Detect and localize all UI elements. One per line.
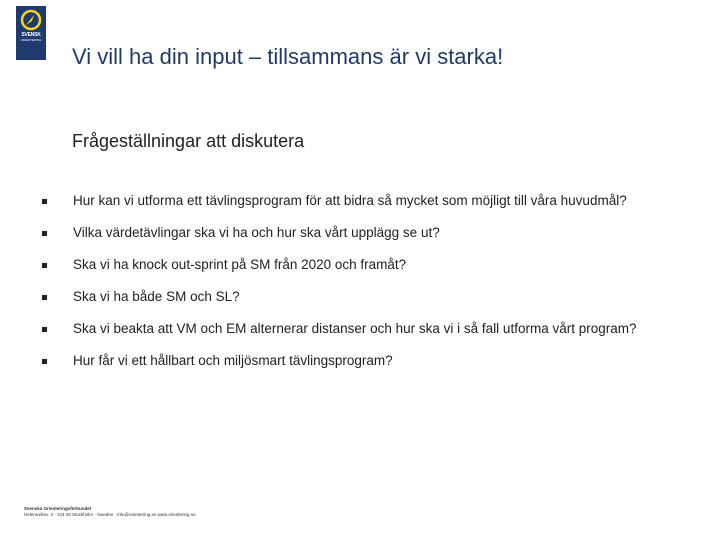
logo-text: SVENSK: [21, 32, 41, 38]
bullet-item: [0, 350, 720, 374]
bullet-item: [0, 222, 720, 246]
slide-title: Vi vill ha din input – tillsammans är vi starka!: [72, 44, 504, 69]
footer-org: Svenska Orienteringsförbundet: [24, 506, 92, 511]
bullet-item: [0, 286, 720, 310]
bullet-item: [0, 190, 720, 214]
bullet-text: Hur får vi ett hållbart och miljösmart tävlingsprogram?: [73, 353, 393, 368]
bullet-square-icon: [42, 263, 47, 268]
bullet-text: Ska vi ha knock out-sprint på SM från 2020 och framåt?: [73, 257, 407, 272]
bullet-square-icon: [42, 231, 47, 236]
compass-logo-icon: [20, 9, 42, 31]
footer: [24, 506, 196, 518]
bullet-item: [0, 318, 720, 342]
logo: [16, 6, 46, 60]
bullet-square-icon: [42, 199, 47, 204]
bullet-item: [0, 254, 720, 278]
logo-subtext: ORIENTERING: [20, 38, 42, 42]
bullet-text: Vilka värdetävlingar ska vi ha och hur ska vårt upplägg se ut?: [73, 225, 440, 240]
bullet-square-icon: [42, 327, 47, 332]
footer-address: Heleneviksv. 3 · 123 30 Stockholm · Sweden · info@orientering.se www.orientering.se: [24, 512, 196, 517]
bullet-text: Ska vi beakta att VM och EM alternerar distanser och hur ska vi i så fall utforma vårt program?: [73, 321, 637, 336]
bullet-square-icon: [42, 295, 47, 300]
bullet-text: Hur kan vi utforma ett tävlingsprogram för att bidra så mycket som möjligt till våra huvudmål?: [73, 193, 627, 208]
bullet-text: Ska vi ha både SM och SL?: [73, 289, 240, 304]
bullet-square-icon: [42, 359, 47, 364]
slide-subtitle: Frågeställningar att diskutera: [72, 131, 305, 151]
